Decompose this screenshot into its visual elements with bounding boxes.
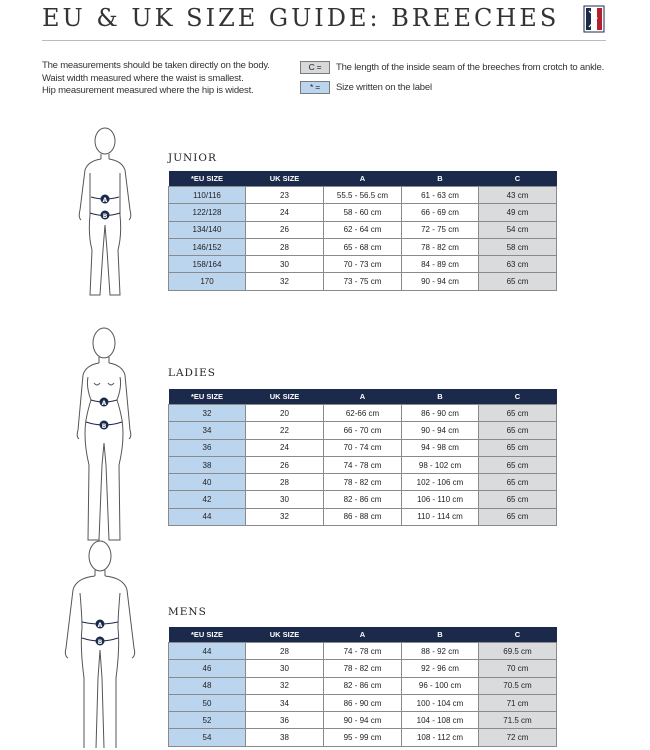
table-row — [169, 187, 557, 204]
cell-a: 74 - 78 cm — [324, 643, 402, 660]
cell-b: 104 - 108 cm — [402, 712, 479, 729]
cell-b: 98 - 102 cm — [402, 456, 479, 473]
cell-eu: 50 — [169, 694, 246, 711]
header-eu-size: *EU SIZE — [169, 171, 246, 187]
table-row — [169, 256, 557, 273]
header-b: B — [402, 171, 479, 187]
cell-uk: 32 — [246, 273, 324, 290]
table-row — [169, 456, 557, 473]
header-eu-size: *EU SIZE — [169, 627, 246, 643]
table-row — [169, 221, 557, 238]
table-row — [169, 422, 557, 439]
cell-c: 72 cm — [479, 729, 557, 746]
cell-uk: 32 — [246, 508, 324, 525]
cell-eu: 36 — [169, 439, 246, 456]
cell-uk: 22 — [246, 422, 324, 439]
table-row — [169, 439, 557, 456]
legend-c — [300, 61, 604, 74]
note-line: The measurements should be taken directly on the body. — [42, 60, 270, 71]
header-c: C — [479, 627, 557, 643]
cell-eu: 44 — [169, 643, 246, 660]
cell-c: 43 cm — [479, 187, 557, 204]
junior-body-figure-icon — [70, 125, 140, 305]
marker-a: A — [97, 622, 103, 629]
cell-uk: 26 — [246, 456, 324, 473]
section-label-ladies: LADIES — [168, 367, 216, 379]
page-title: EU & UK SIZE GUIDE: BREECHES — [42, 4, 560, 32]
marker-a: A — [101, 400, 107, 407]
cell-eu: 40 — [169, 474, 246, 491]
cell-a: 78 - 82 cm — [324, 474, 402, 491]
cell-b: 66 - 69 cm — [402, 204, 479, 221]
cell-b: 78 - 82 cm — [402, 238, 479, 255]
cell-eu: 134/140 — [169, 221, 246, 238]
cell-a: 82 - 86 cm — [324, 677, 402, 694]
table-row — [169, 238, 557, 255]
brand-logo-icon — [583, 5, 605, 33]
cell-c: 65 cm — [479, 491, 557, 508]
header-c: C — [479, 389, 557, 405]
note-line: Hip measurement measured where the hip is widest. — [42, 85, 254, 96]
cell-c: 71.5 cm — [479, 712, 557, 729]
table-header-row — [169, 389, 557, 405]
cell-eu: 146/152 — [169, 238, 246, 255]
table-row — [169, 643, 557, 660]
section-label-mens: MENS — [168, 606, 207, 618]
cell-c: 65 cm — [479, 456, 557, 473]
cell-eu: 32 — [169, 405, 246, 422]
cell-uk: 24 — [246, 204, 324, 221]
table-row — [169, 474, 557, 491]
cell-c: 65 cm — [479, 474, 557, 491]
cell-b: 94 - 98 cm — [402, 439, 479, 456]
marker-b: B — [97, 639, 103, 646]
cell-eu: 44 — [169, 508, 246, 525]
table-row — [169, 729, 557, 746]
cell-uk: 30 — [246, 660, 324, 677]
cell-eu: 34 — [169, 422, 246, 439]
cell-a: 78 - 82 cm — [324, 660, 402, 677]
table-row — [169, 273, 557, 290]
header-a: A — [324, 389, 402, 405]
cell-uk: 28 — [246, 474, 324, 491]
legend-c-text: The length of the inside seam of the breeches from crotch to ankle. — [336, 62, 605, 73]
cell-c: 49 cm — [479, 204, 557, 221]
cell-b: 106 - 110 cm — [402, 491, 479, 508]
header-a: A — [324, 171, 402, 187]
table-row — [169, 508, 557, 525]
header-b: B — [402, 627, 479, 643]
cell-eu: 42 — [169, 491, 246, 508]
table-header-row — [169, 627, 557, 643]
cell-a: 74 - 78 cm — [324, 456, 402, 473]
cell-c: 69.5 cm — [479, 643, 557, 660]
cell-c: 70 cm — [479, 660, 557, 677]
header-eu-size: *EU SIZE — [169, 389, 246, 405]
cell-a: 70 - 74 cm — [324, 439, 402, 456]
cell-eu: 170 — [169, 273, 246, 290]
cell-c: 58 cm — [479, 238, 557, 255]
cell-b: 90 - 94 cm — [402, 422, 479, 439]
cell-a: 70 - 73 cm — [324, 256, 402, 273]
cell-b: 84 - 89 cm — [402, 256, 479, 273]
cell-c: 70.5 cm — [479, 677, 557, 694]
cell-c: 65 cm — [479, 405, 557, 422]
measurement-notes — [42, 60, 270, 98]
size-table-mens — [168, 627, 557, 747]
cell-uk: 24 — [246, 439, 324, 456]
cell-c: 63 cm — [479, 256, 557, 273]
table-header-row — [169, 171, 557, 187]
cell-c: 71 cm — [479, 694, 557, 711]
header-a: A — [324, 627, 402, 643]
cell-uk: 30 — [246, 491, 324, 508]
cell-c: 65 cm — [479, 439, 557, 456]
cell-a: 62 - 64 cm — [324, 221, 402, 238]
cell-b: 108 - 112 cm — [402, 729, 479, 746]
cell-b: 61 - 63 cm — [402, 187, 479, 204]
cell-uk: 23 — [246, 187, 324, 204]
cell-eu: 48 — [169, 677, 246, 694]
marker-a: A — [102, 197, 108, 204]
cell-c: 65 cm — [479, 508, 557, 525]
cell-uk: 26 — [246, 221, 324, 238]
note-line: Waist width measured where the waist is smallest. — [42, 72, 244, 84]
cell-uk: 20 — [246, 405, 324, 422]
header-b: B — [402, 389, 479, 405]
cell-a: 95 - 99 cm — [324, 729, 402, 746]
cell-b: 102 - 106 cm — [402, 474, 479, 491]
legend-eu-swatch: * = — [300, 81, 330, 94]
cell-uk: 28 — [246, 238, 324, 255]
legend-eu — [300, 81, 432, 94]
cell-a: 82 - 86 cm — [324, 491, 402, 508]
table-row — [169, 660, 557, 677]
cell-b: 96 - 100 cm — [402, 677, 479, 694]
cell-b: 100 - 104 cm — [402, 694, 479, 711]
table-row — [169, 712, 557, 729]
cell-c: 54 cm — [479, 221, 557, 238]
size-table-junior — [168, 171, 557, 291]
cell-eu: 38 — [169, 456, 246, 473]
cell-eu: 54 — [169, 729, 246, 746]
cell-b: 92 - 96 cm — [402, 660, 479, 677]
cell-a: 66 - 70 cm — [324, 422, 402, 439]
table-row — [169, 405, 557, 422]
table-row — [169, 677, 557, 694]
cell-uk: 30 — [246, 256, 324, 273]
cell-b: 90 - 94 cm — [402, 273, 479, 290]
size-table-ladies — [168, 389, 557, 526]
cell-a: 73 - 75 cm — [324, 273, 402, 290]
header-uk-size: UK SIZE — [246, 389, 324, 405]
cell-a: 90 - 94 cm — [324, 712, 402, 729]
cell-a: 55.5 - 56.5 cm — [324, 187, 402, 204]
title-divider — [42, 40, 606, 41]
cell-a: 86 - 90 cm — [324, 694, 402, 711]
cell-a: 62-66 cm — [324, 405, 402, 422]
cell-b: 110 - 114 cm — [402, 508, 479, 525]
cell-eu: 158/164 — [169, 256, 246, 273]
table-row — [169, 204, 557, 221]
legend-c-swatch: C = — [300, 61, 330, 74]
table-row — [169, 491, 557, 508]
ladies-body-figure-icon — [66, 325, 142, 550]
marker-b: B — [101, 423, 107, 430]
marker-b: B — [102, 213, 108, 220]
cell-eu: 122/128 — [169, 204, 246, 221]
cell-a: 86 - 88 cm — [324, 508, 402, 525]
cell-b: 88 - 92 cm — [402, 643, 479, 660]
cell-eu: 46 — [169, 660, 246, 677]
mens-body-figure-icon — [58, 538, 142, 748]
cell-uk: 36 — [246, 712, 324, 729]
header-c: C — [479, 171, 557, 187]
cell-c: 65 cm — [479, 422, 557, 439]
header-uk-size: UK SIZE — [246, 627, 324, 643]
section-label-junior: JUNIOR — [168, 152, 217, 164]
cell-eu: 52 — [169, 712, 246, 729]
table-row — [169, 694, 557, 711]
header-uk-size: UK SIZE — [246, 171, 324, 187]
cell-b: 72 - 75 cm — [402, 221, 479, 238]
legend-eu-text: Size written on the label — [336, 82, 432, 93]
cell-eu: 110/116 — [169, 187, 246, 204]
cell-c: 65 cm — [479, 273, 557, 290]
cell-uk: 38 — [246, 729, 324, 746]
cell-a: 58 - 60 cm — [324, 204, 402, 221]
cell-uk: 34 — [246, 694, 324, 711]
cell-b: 86 - 90 cm — [402, 405, 479, 422]
cell-a: 65 - 68 cm — [324, 238, 402, 255]
cell-uk: 32 — [246, 677, 324, 694]
cell-uk: 28 — [246, 643, 324, 660]
